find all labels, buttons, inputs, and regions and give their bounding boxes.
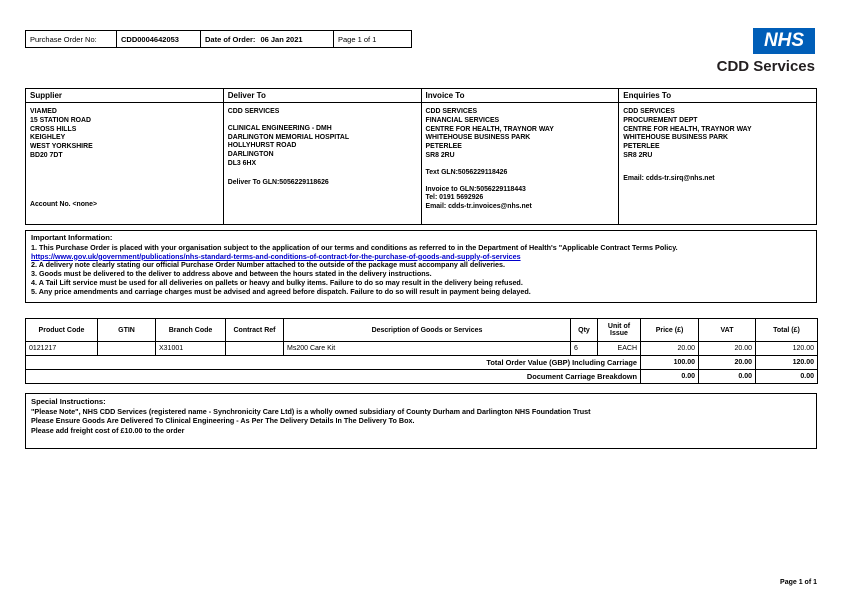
items-header-row [26,319,818,342]
cell-unit-of-issue: EACH [598,342,641,356]
nhs-logo: NHS [753,28,815,54]
special-instruction-line: Please Ensure Goods Are Delivered To Clinical Engineering - As Per The Delivery Details In The Delivery To Box. [31,416,415,426]
col-vat: VAT [699,319,756,342]
cell-description: Ms200 Care Kit [284,342,571,356]
enquiries-to-section [619,89,816,224]
terms-link[interactable]: https://www.gov.uk/government/publications/nhs-standard-terms-and-conditions-of-contract-for-the-purchase-of-goods-and-supply-of-services [31,251,521,261]
address-line: SR8 2RU [623,151,653,159]
carriage-breakdown-label: Document Carriage Breakdown [26,370,641,384]
invoice-text-gln: Text GLN:5056229118426 [425,168,508,176]
address-line: SR8 2RU [425,151,455,159]
address-line: DARLINGTON MEMORIAL HOSPITAL [227,133,350,141]
address-line: WHITEHOUSE BUSINESS PARK [425,134,531,142]
order-date-label: Date of Order: [205,34,256,44]
total-order-value-label: Total Order Value (GBP) Including Carriage [26,356,641,370]
invoice-email: Email: cdds-tr.invoices@nhs.net [425,203,532,211]
address-line: BD20 7DT [30,151,63,159]
address-line: CENTRE FOR HEALTH, TRAYNOR WAY [425,125,554,133]
enquiries-to-address [619,103,816,189]
spacer [228,169,417,179]
address-line: WHITEHOUSE BUSINESS PARK [623,134,729,142]
address-line: CDD SERVICES [425,108,478,115]
address-table [25,88,817,225]
important-item-4: 4. A Tail Lift service must be used for all deliveries on pallets or heavy and bulky items. Failure to do so may result in the delivery being refused. [31,277,523,287]
address-line: DARLINGTON [227,151,274,159]
spacer [426,161,615,169]
spacer [623,161,812,175]
supplier-address [26,103,223,166]
deliver-to-header: Deliver To [224,89,421,103]
page-count: Page 1 of 1 [334,30,412,48]
spacer [228,117,417,125]
special-instructions-title: Special Instructions: [31,397,106,406]
total-price: 100.00 [641,356,699,370]
col-unit-of-issue: Unit of Issue [598,319,641,342]
col-branch-code: Branch Code [156,319,226,342]
cell-branch-code: X31001 [156,342,226,356]
col-product-code: Product Code [26,319,98,342]
address-line: PROCUREMENT DEPT [623,116,698,124]
total-vat: 20.00 [699,356,756,370]
address-line: KEIGHLEY [30,134,66,142]
invoice-to-header: Invoice To [422,89,619,103]
invoice-to-section [422,89,620,224]
address-line: 15 STATION ROAD [30,116,91,124]
col-qty: Qty [571,319,598,342]
address-line: WEST YORKSHIRE [30,143,93,151]
enquiries-to-header: Enquiries To [619,89,816,103]
supplier-account-number: Account No. <none> [30,201,97,208]
po-number-label: Purchase Order No: [25,30,117,48]
cell-price: 20.00 [641,342,699,356]
order-date-value: 06 Jan 2021 [260,34,303,44]
footer-page-number: Page 1 of 1 [780,579,817,586]
col-total: Total (£) [756,319,818,342]
important-item-5: 5. Any price amendments and carriage charges must be advised and agreed before dispatch. Failure to do so will result in payment being delayed. [31,286,531,296]
enquiries-email: Email: cdds-tr.sirq@nhs.net [623,174,715,182]
address-line: VIAMED [30,108,57,115]
deliver-to-section [224,89,422,224]
total-total: 120.00 [756,356,818,370]
special-instructions-box [25,393,817,449]
invoice-telephone: Tel: 0191 5692926 [425,194,484,202]
special-instruction-line: Please add freight cost of £10.00 to the order [31,425,185,435]
address-line: CENTRE FOR HEALTH, TRAYNOR WAY [623,125,752,133]
address-line: CROSS HILLS [30,125,77,133]
address-line: FINANCIAL SERVICES [425,116,500,124]
cdd-services-brand: CDD Services [716,58,815,75]
carriage-vat: 0.00 [699,370,756,384]
spacer [426,178,615,186]
po-number-value: CDD0004642053 [117,30,201,48]
important-item-2: 2. A delivery note clearly stating our official Purchase Order Number attached to the outside of the package must accompany all deliveries. [31,260,505,270]
supplier-header: Supplier [26,89,223,103]
supplier-section [26,89,224,224]
address-line: HOLLYHURST ROAD [227,142,297,150]
address-line: PETERLEE [425,143,462,151]
cell-product-code: 0121217 [26,342,98,356]
col-description: Description of Goods or Services [284,319,571,342]
important-item-1: 1. This Purchase Order is placed with your organisation subject to the application of our terms and conditions as referred to in the Department of Health's "Applicable Contract Terms Policy. [31,242,678,252]
deliver-to-gln: Deliver To GLN:5056229118626 [227,178,329,186]
order-date-cell [201,30,334,48]
address-line: PETERLEE [623,143,660,151]
address-line: DL3 6HX [227,159,257,167]
col-contract-ref: Contract Ref [226,319,284,342]
address-line: CLINICAL ENGINEERING - DMH [227,124,332,132]
invoice-to-gln: Invoice to GLN:5056229118443 [425,185,526,193]
address-line: CDD SERVICES [227,108,280,115]
cell-total: 120.00 [756,342,818,356]
invoice-to-address [422,103,619,217]
address-line: CDD SERVICES [623,108,675,115]
carriage-breakdown-row [26,370,818,384]
carriage-price: 0.00 [641,370,699,384]
table-row [26,342,818,356]
important-item-3: 3. Goods must be delivered to the deliver to address above and between the hours stated in the delivery instructions. [31,269,432,279]
cell-contract-ref [226,342,284,356]
deliver-to-address [224,103,421,193]
important-information-box [25,230,817,303]
special-instruction-line: "Please Note", NHS CDD Services (registered name - Synchronicity Care Ltd) is a wholly owned subsidiary of County Durham and Darlington NHS Foundation Trust [31,406,591,416]
total-order-value-row [26,356,818,370]
cell-gtin [98,342,156,356]
col-price: Price (£) [641,319,699,342]
cell-vat: 20.00 [699,342,756,356]
order-items-table [25,318,818,384]
cell-qty: 6 [571,342,598,356]
col-gtin: GTIN [98,319,156,342]
carriage-total: 0.00 [756,370,818,384]
po-header-bar [25,30,412,48]
important-information-title: Important Information: [31,233,113,242]
